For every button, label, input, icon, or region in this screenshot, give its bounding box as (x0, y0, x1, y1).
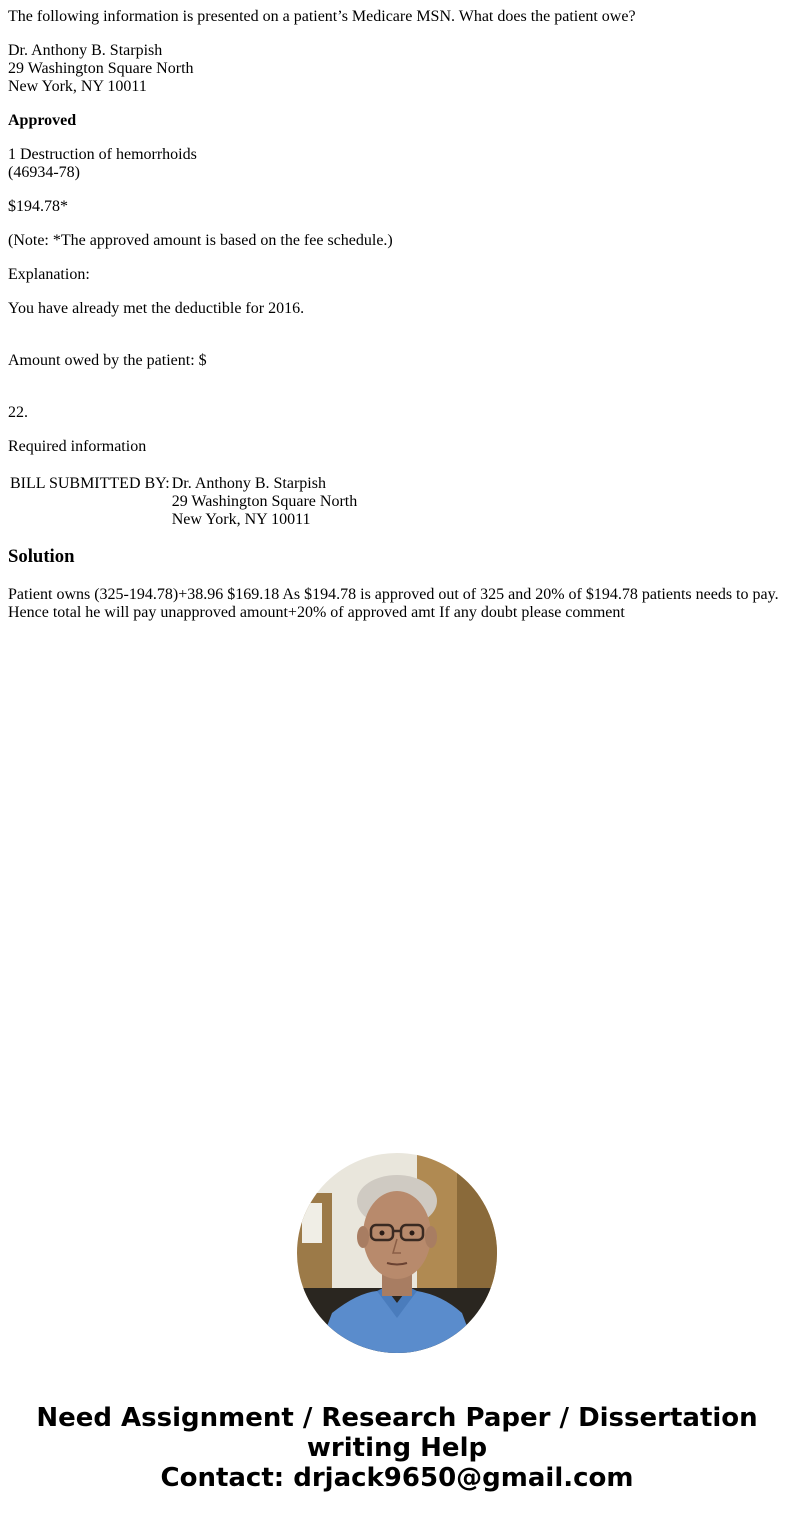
bill-provider (172, 474, 358, 530)
provider-address (8, 42, 786, 96)
question-number: 22. (8, 404, 28, 421)
bill-label: BILL SUBMITTED BY: (10, 475, 170, 492)
avatar-photo (297, 1153, 497, 1353)
bill-provider-city: New York, NY 10011 (171, 511, 311, 528)
approved-amount: $194.78* (8, 198, 68, 215)
amount-owed-label: Amount owed by the patient: $ (8, 352, 207, 369)
promo-banner (0, 1403, 794, 1493)
promo-line-1: Need Assignment / Research Paper / Dissertation (36, 1403, 758, 1433)
avatar (297, 1153, 497, 1353)
promo-contact[interactable]: Contact: drjack9650@gmail.com (160, 1463, 634, 1493)
provider-city: New York, NY 10011 (8, 78, 147, 95)
bill-submitted-table (8, 472, 359, 532)
solution-heading: Solution (8, 546, 75, 567)
provider-name: Dr. Anthony B. Starpish (8, 42, 163, 59)
provider-street: 29 Washington Square North (8, 60, 194, 77)
bill-provider-street: 29 Washington Square North (171, 493, 358, 510)
solution-text: Patient owns (325-194.78)+38.96 $169.18 As $194.78 is approved out of 325 and 20% of $194.78 patients needs to pay. Hence total he will pay unapproved amount+20% of approved amt If any doubt please comment (8, 586, 779, 621)
service-description: 1 Destruction of hemorrhoids (8, 146, 197, 163)
fee-note: (Note: *The approved amount is based on the fee schedule.) (8, 232, 393, 249)
bill-provider-name: Dr. Anthony B. Starpish (171, 475, 326, 492)
question-text: The following information is presented on a patient’s Medicare MSN. What does the patient owe? (8, 8, 636, 25)
approved-heading: Approved (8, 112, 77, 129)
table-row (10, 474, 357, 530)
required-info-label: Required information (8, 438, 147, 455)
service-info (8, 146, 786, 182)
document-content (8, 8, 786, 638)
explanation-label: Explanation: (8, 266, 90, 283)
explanation-text: You have already met the deductible for 2016. (8, 300, 305, 317)
service-code: (46934-78) (8, 164, 80, 181)
promo-line-2: writing Help (306, 1433, 488, 1463)
